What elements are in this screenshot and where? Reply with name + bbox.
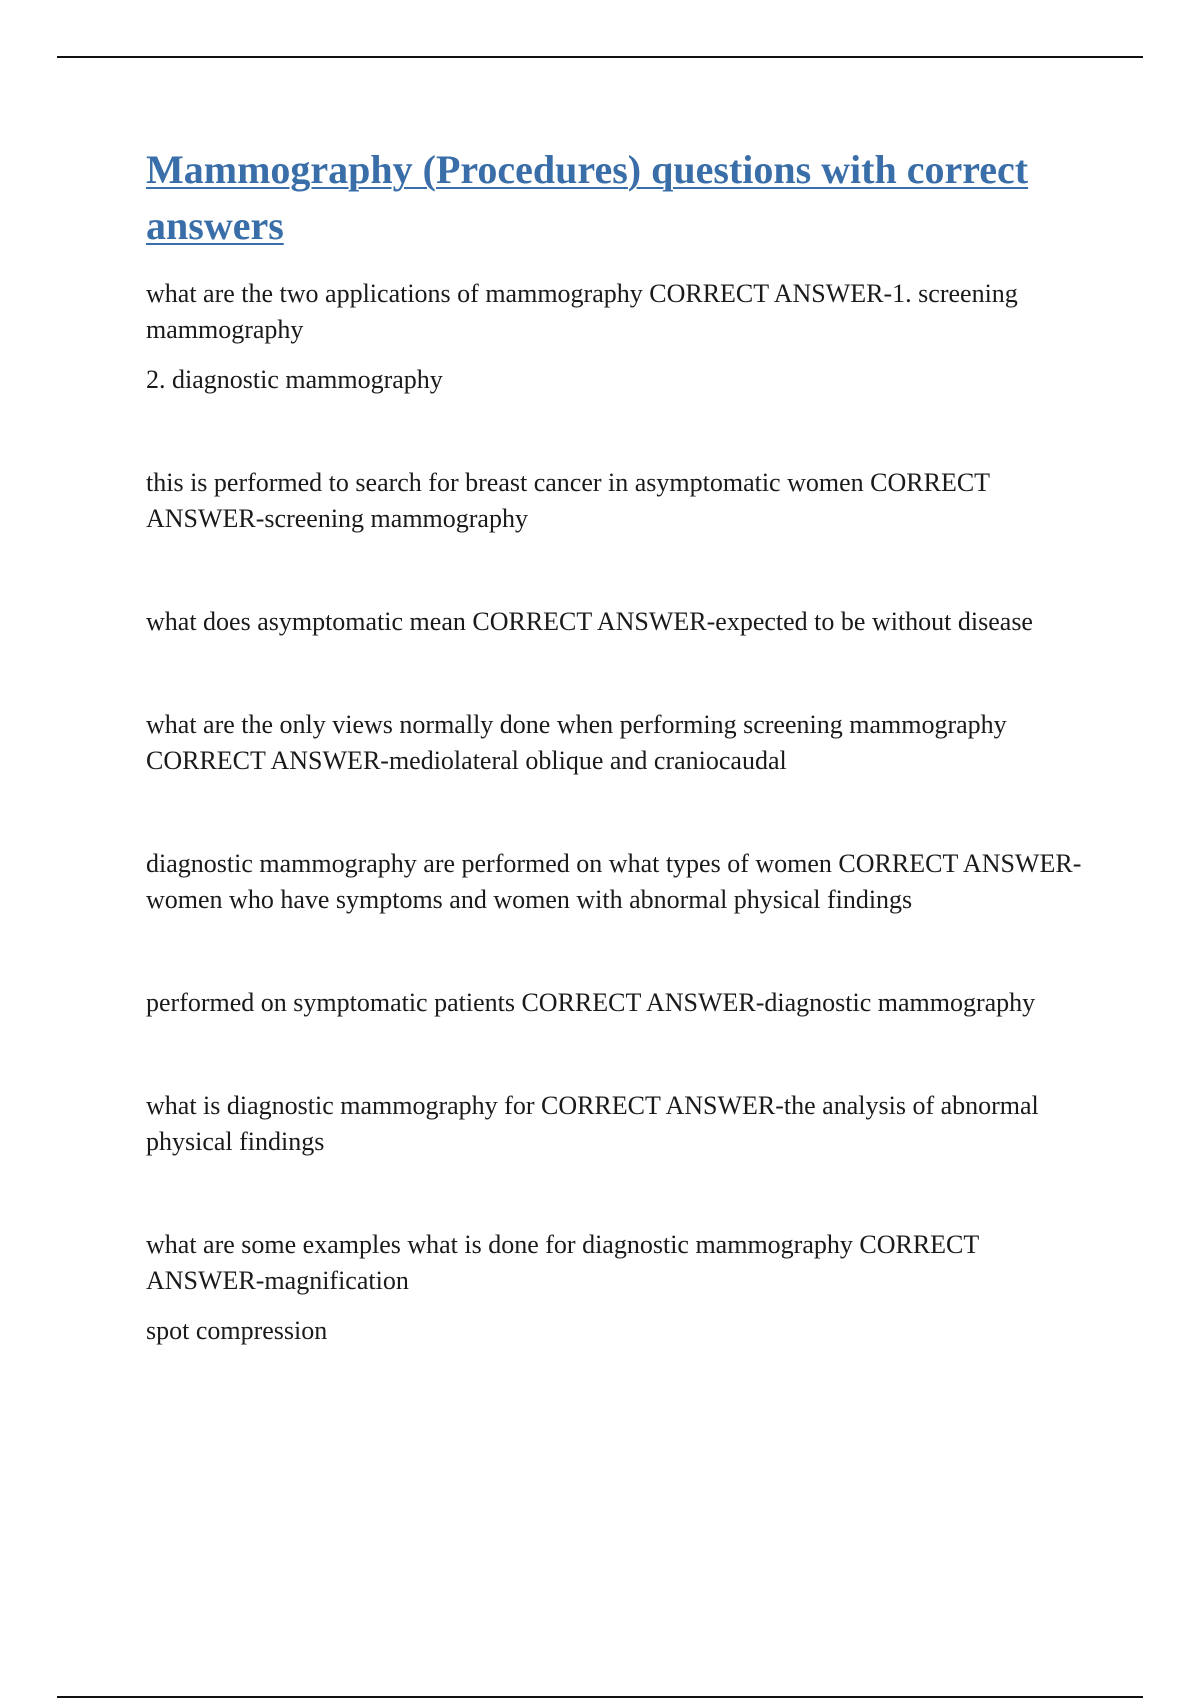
footer-rule (57, 1696, 1143, 1698)
header-rule (57, 56, 1143, 58)
qa-item (146, 465, 1096, 537)
qa-item (146, 1088, 1096, 1160)
qa-text: what are the two applications of mammography CORRECT ANSWER-1. screening mammography (146, 279, 1018, 344)
qa-text: what are some examples what is done for diagnostic mammography CORRECT ANSWER-magnification (146, 1230, 979, 1295)
qa-text: what are the only views normally done when performing screening mammography CORRECT ANSWER-mediolateral oblique and craniocaudal (146, 710, 1007, 775)
qa-text: what does asymptomatic mean CORRECT ANSWER-expected to be without disease (146, 607, 1033, 636)
qa-item (146, 707, 1096, 779)
qa-item (146, 276, 1096, 398)
qa-item (146, 846, 1096, 918)
qa-text: spot compression (146, 1316, 328, 1345)
qa-item (146, 604, 1096, 640)
qa-text: performed on symptomatic patients CORRECT ANSWER-diagnostic mammography (146, 988, 1036, 1017)
qa-text: this is performed to search for breast cancer in asymptomatic women CORRECT ANSWER-screening mammography (146, 468, 990, 533)
document-title-link[interactable]: Mammography (Procedures) questions with correct answers (146, 147, 1029, 248)
page-content (146, 142, 1096, 1349)
document-title (146, 142, 1096, 254)
qa-text: 2. diagnostic mammography (146, 365, 443, 394)
qa-text: what is diagnostic mammography for CORRECT ANSWER-the analysis of abnormal physical findings (146, 1091, 1039, 1156)
qa-item (146, 1227, 1096, 1349)
qa-text: diagnostic mammography are performed on what types of women CORRECT ANSWER-women who have symptoms and women with abnormal physical findings (146, 849, 1082, 914)
qa-item (146, 985, 1096, 1021)
